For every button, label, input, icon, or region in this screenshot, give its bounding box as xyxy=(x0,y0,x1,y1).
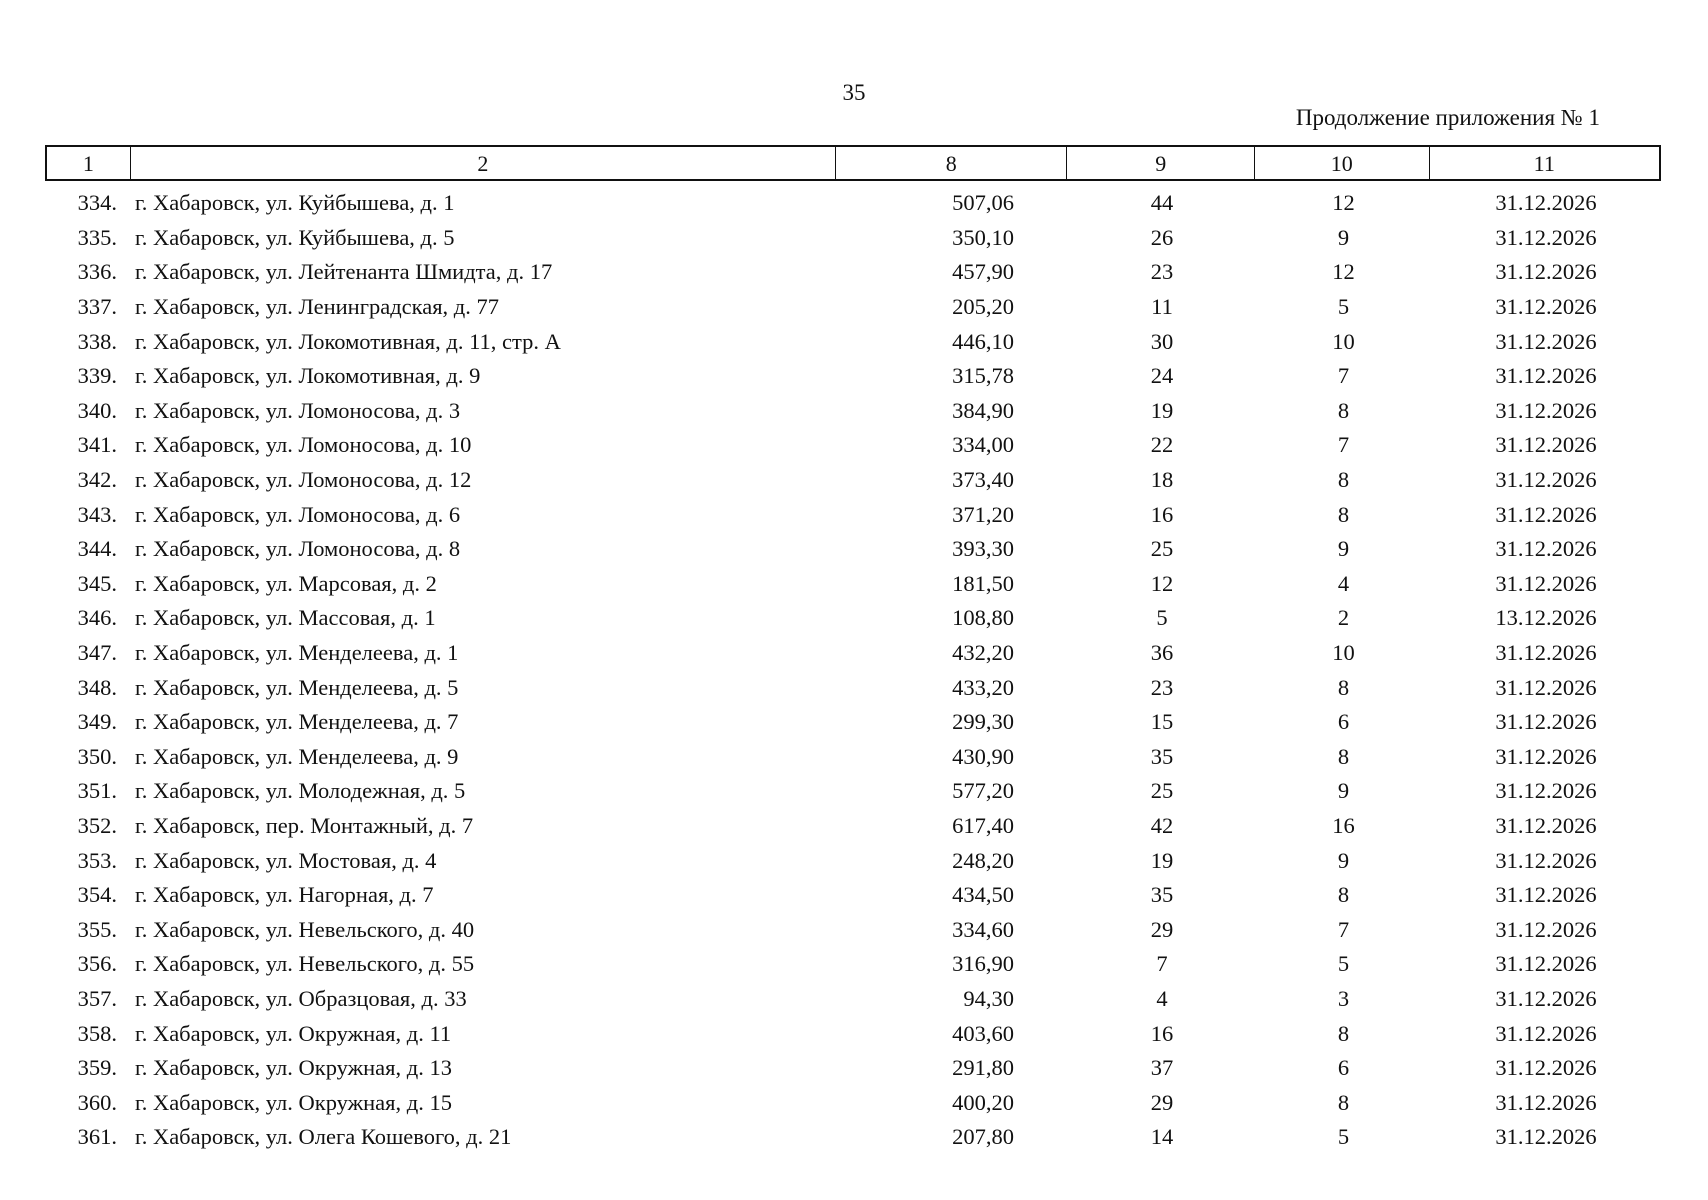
row-col-8: 299,30 xyxy=(952,709,1014,735)
row-number: 349. xyxy=(77,709,117,735)
table-row xyxy=(45,636,1661,671)
row-col-11: 31.12.2026 xyxy=(1495,224,1597,250)
row-col-10: 2 xyxy=(1337,605,1350,631)
row-address: г. Хабаровск, ул. Окружная, д. 15 xyxy=(135,1089,452,1115)
row-col-10: 8 xyxy=(1337,1089,1350,1115)
row-col-9: 25 xyxy=(1150,778,1174,804)
row-col-9: 35 xyxy=(1150,882,1174,908)
row-col-11: 31.12.2026 xyxy=(1495,363,1597,389)
row-col-10: 5 xyxy=(1337,294,1350,320)
row-col-9: 7 xyxy=(1156,951,1168,977)
row-col-11: 31.12.2026 xyxy=(1495,951,1597,977)
row-col-9: 30 xyxy=(1150,328,1174,354)
row-col-9: 37 xyxy=(1150,1055,1174,1081)
row-col-8: 371,20 xyxy=(952,501,1014,527)
row-col-10: 8 xyxy=(1337,1020,1350,1046)
row-col-11: 31.12.2026 xyxy=(1495,640,1597,666)
row-col-8: 205,20 xyxy=(952,294,1014,320)
row-address: г. Хабаровск, ул. Ломоносова, д. 12 xyxy=(135,467,472,493)
continuation-label: Продолжение приложения № 1 xyxy=(1295,105,1600,130)
table-row xyxy=(45,705,1661,740)
row-col-8: 617,40 xyxy=(952,812,1014,838)
row-col-8: 316,90 xyxy=(952,951,1014,977)
table-row xyxy=(45,878,1661,913)
row-col-10: 16 xyxy=(1332,812,1355,838)
row-col-10: 10 xyxy=(1332,328,1355,354)
table-row xyxy=(45,221,1661,256)
row-number: 340. xyxy=(77,397,117,423)
row-col-8: 94,30 xyxy=(963,985,1014,1011)
table-row xyxy=(45,670,1661,705)
row-address: г. Хабаровск, ул. Ломоносова, д. 8 xyxy=(135,536,461,562)
row-col-8: 432,20 xyxy=(952,640,1014,666)
row-address: г. Хабаровск, ул. Невельского, д. 55 xyxy=(135,951,475,977)
table-row xyxy=(45,428,1661,463)
row-col-8: 393,30 xyxy=(952,536,1014,562)
row-col-8: 457,90 xyxy=(952,259,1014,285)
row-col-11: 31.12.2026 xyxy=(1495,847,1597,873)
row-col-9: 22 xyxy=(1150,432,1174,458)
row-number: 343. xyxy=(77,501,117,527)
row-col-9: 25 xyxy=(1150,536,1174,562)
row-address: г. Хабаровск, ул. Олега Кошевого, д. 21 xyxy=(135,1124,512,1150)
row-col-8: 207,80 xyxy=(952,1124,1014,1150)
row-col-8: 248,20 xyxy=(952,847,1014,873)
row-col-10: 8 xyxy=(1337,743,1350,769)
row-col-8: 291,80 xyxy=(952,1055,1014,1081)
row-number: 361. xyxy=(77,1124,117,1150)
row-col-10: 8 xyxy=(1337,882,1350,908)
table-row xyxy=(45,601,1661,636)
row-col-8: 108,80 xyxy=(952,605,1014,631)
table-row xyxy=(45,532,1661,567)
table-row xyxy=(45,1120,1661,1155)
row-number: 359. xyxy=(77,1055,117,1081)
row-col-9: 26 xyxy=(1150,224,1174,250)
row-col-8: 434,50 xyxy=(952,882,1014,908)
row-address: г. Хабаровск, ул. Образцовая, д. 33 xyxy=(135,985,467,1011)
row-address: г. Хабаровск, ул. Менделеева, д. 1 xyxy=(135,640,459,666)
table-row xyxy=(45,809,1661,844)
page-number xyxy=(0,80,1708,106)
row-col-8: 384,90 xyxy=(952,397,1014,423)
row-col-10: 9 xyxy=(1337,778,1350,804)
row-address: г. Хабаровск, ул. Мостовая, д. 4 xyxy=(135,847,437,873)
row-number: 345. xyxy=(77,570,117,596)
row-col-8: 315,78 xyxy=(952,363,1014,389)
row-col-11: 31.12.2026 xyxy=(1495,190,1597,216)
row-col-11: 31.12.2026 xyxy=(1495,1055,1597,1081)
page-number-text: 35 xyxy=(842,80,866,105)
table-row xyxy=(45,1016,1661,1051)
row-address: г. Хабаровск, ул. Менделеева, д. 9 xyxy=(135,743,459,769)
row-number: 352. xyxy=(77,812,117,838)
row-col-10: 5 xyxy=(1337,1124,1350,1150)
row-number: 354. xyxy=(77,882,117,908)
row-address: г. Хабаровск, пер. Монтажный, д. 7 xyxy=(135,812,474,838)
row-col-8: 446,10 xyxy=(952,328,1014,354)
row-col-11: 31.12.2026 xyxy=(1495,743,1597,769)
column-header-10: 10 xyxy=(1255,147,1430,179)
row-address: г. Хабаровск, ул. Ломоносова, д. 6 xyxy=(135,501,461,527)
row-col-9: 24 xyxy=(1150,363,1174,389)
row-number: 339. xyxy=(77,363,117,389)
row-col-8: 181,50 xyxy=(952,570,1014,596)
row-col-10: 5 xyxy=(1337,951,1350,977)
row-address: г. Хабаровск, ул. Ломоносова, д. 3 xyxy=(135,397,461,423)
row-col-11: 31.12.2026 xyxy=(1495,778,1597,804)
row-col-9: 14 xyxy=(1150,1124,1174,1150)
row-col-11: 31.12.2026 xyxy=(1495,1020,1597,1046)
row-col-10: 8 xyxy=(1337,467,1350,493)
row-number: 341. xyxy=(77,432,117,458)
table-row xyxy=(45,740,1661,775)
row-col-10: 8 xyxy=(1337,397,1350,423)
row-number: 335. xyxy=(77,224,117,250)
row-number: 334. xyxy=(77,190,117,216)
row-col-8: 350,10 xyxy=(952,224,1014,250)
row-number: 348. xyxy=(77,674,117,700)
row-number: 342. xyxy=(77,467,117,493)
row-col-10: 8 xyxy=(1337,674,1350,700)
row-address: г. Хабаровск, ул. Ломоносова, д. 10 xyxy=(135,432,472,458)
row-col-8: 334,00 xyxy=(952,432,1014,458)
row-col-10: 6 xyxy=(1337,1055,1350,1081)
table-row xyxy=(45,982,1661,1017)
row-col-11: 31.12.2026 xyxy=(1495,397,1597,423)
row-col-10: 3 xyxy=(1337,985,1350,1011)
row-col-11: 31.12.2026 xyxy=(1495,1124,1597,1150)
row-address: г. Хабаровск, ул. Локомотивная, д. 11, стр. А xyxy=(135,328,561,354)
row-col-10: 7 xyxy=(1337,363,1350,389)
row-address: г. Хабаровск, ул. Окружная, д. 11 xyxy=(135,1020,452,1046)
row-col-11: 31.12.2026 xyxy=(1495,985,1597,1011)
row-col-9: 29 xyxy=(1150,916,1174,942)
row-col-10: 4 xyxy=(1337,570,1350,596)
row-col-11: 31.12.2026 xyxy=(1495,674,1597,700)
column-header-11: 11 xyxy=(1533,151,1555,176)
row-col-11: 31.12.2026 xyxy=(1495,570,1597,596)
row-col-9: 11 xyxy=(1151,294,1173,320)
row-col-11: 31.12.2026 xyxy=(1495,916,1597,942)
row-address: г. Хабаровск, ул. Молодежная, д. 5 xyxy=(135,778,466,804)
row-col-8: 433,20 xyxy=(952,674,1014,700)
row-col-9: 18 xyxy=(1150,467,1174,493)
row-address: г. Хабаровск, ул. Невельского, д. 40 xyxy=(135,916,475,942)
row-col-10: 9 xyxy=(1337,847,1350,873)
row-address: г. Хабаровск, ул. Локомотивная, д. 9 xyxy=(135,363,481,389)
row-number: 357. xyxy=(77,985,117,1011)
row-col-8: 507,06 xyxy=(952,190,1014,216)
row-col-10: 7 xyxy=(1337,432,1350,458)
row-number: 353. xyxy=(77,847,117,873)
row-number: 337. xyxy=(77,294,117,320)
row-col-11: 31.12.2026 xyxy=(1495,812,1597,838)
row-col-11: 31.12.2026 xyxy=(1495,467,1597,493)
table-header xyxy=(45,145,1661,181)
table-row xyxy=(45,255,1661,290)
column-header-2: 2 xyxy=(131,147,836,179)
row-col-11: 31.12.2026 xyxy=(1495,432,1597,458)
table-row xyxy=(45,912,1661,947)
table-row xyxy=(45,186,1661,221)
row-col-10: 8 xyxy=(1337,501,1350,527)
row-address: г. Хабаровск, ул. Менделеева, д. 5 xyxy=(135,674,459,700)
row-col-9: 15 xyxy=(1150,709,1174,735)
column-header-1: 1 xyxy=(47,147,131,179)
row-col-9: 19 xyxy=(1150,847,1174,873)
row-col-10: 9 xyxy=(1337,536,1350,562)
table-row xyxy=(45,463,1661,498)
row-col-9: 44 xyxy=(1150,190,1174,216)
row-number: 346. xyxy=(77,605,117,631)
table-row xyxy=(45,774,1661,809)
row-col-11: 31.12.2026 xyxy=(1495,328,1597,354)
row-address: г. Хабаровск, ул. Менделеева, д. 7 xyxy=(135,709,459,735)
row-col-8: 334,60 xyxy=(952,916,1014,942)
row-col-9: 19 xyxy=(1150,397,1174,423)
row-col-11: 31.12.2026 xyxy=(1495,294,1597,320)
row-col-10: 12 xyxy=(1332,259,1355,285)
row-address: г. Хабаровск, ул. Ленинградская, д. 77 xyxy=(135,294,499,320)
row-col-11: 31.12.2026 xyxy=(1495,536,1597,562)
row-number: 358. xyxy=(77,1020,117,1046)
row-number: 351. xyxy=(77,778,117,804)
table-row xyxy=(45,324,1661,359)
row-col-11: 31.12.2026 xyxy=(1495,259,1597,285)
column-header-9: 9 xyxy=(1067,147,1255,179)
row-number: 344. xyxy=(77,536,117,562)
row-number: 355. xyxy=(77,916,117,942)
row-number: 347. xyxy=(77,640,117,666)
row-col-8: 400,20 xyxy=(952,1089,1014,1115)
row-col-11: 31.12.2026 xyxy=(1495,1089,1597,1115)
row-number: 338. xyxy=(77,328,117,354)
row-col-11: 13.12.2026 xyxy=(1495,605,1597,631)
table-row xyxy=(45,359,1661,394)
row-col-10: 10 xyxy=(1332,640,1355,666)
row-col-8: 577,20 xyxy=(952,778,1014,804)
row-number: 356. xyxy=(77,951,117,977)
row-address: г. Хабаровск, ул. Куйбышева, д. 1 xyxy=(135,190,455,216)
row-col-11: 31.12.2026 xyxy=(1495,882,1597,908)
row-col-9: 12 xyxy=(1150,570,1174,596)
row-col-11: 31.12.2026 xyxy=(1495,501,1597,527)
row-number: 350. xyxy=(77,743,117,769)
table-body xyxy=(45,186,1661,1155)
table-row xyxy=(45,497,1661,532)
column-header-8: 8 xyxy=(836,147,1067,179)
row-col-9: 23 xyxy=(1150,259,1174,285)
row-col-9: 29 xyxy=(1150,1089,1174,1115)
row-col-8: 430,90 xyxy=(952,743,1014,769)
row-col-10: 9 xyxy=(1337,224,1350,250)
row-col-10: 7 xyxy=(1337,916,1350,942)
row-address: г. Хабаровск, ул. Нагорная, д. 7 xyxy=(135,882,434,908)
row-col-11: 31.12.2026 xyxy=(1495,709,1597,735)
row-col-9: 36 xyxy=(1150,640,1174,666)
row-col-9: 5 xyxy=(1156,605,1168,631)
row-address: г. Хабаровск, ул. Лейтенанта Шмидта, д. 17 xyxy=(135,259,553,285)
row-address: г. Хабаровск, ул. Куйбышева, д. 5 xyxy=(135,224,455,250)
row-number: 336. xyxy=(77,259,117,285)
row-address: г. Хабаровск, ул. Окружная, д. 13 xyxy=(135,1055,452,1081)
table-row xyxy=(45,290,1661,325)
row-col-8: 373,40 xyxy=(952,467,1014,493)
table-row xyxy=(45,1051,1661,1086)
table-row xyxy=(45,394,1661,429)
row-col-10: 6 xyxy=(1337,709,1350,735)
row-col-9: 4 xyxy=(1156,985,1168,1011)
table-row xyxy=(45,947,1661,982)
row-col-8: 403,60 xyxy=(952,1020,1014,1046)
table-row xyxy=(45,843,1661,878)
table-row xyxy=(45,567,1661,602)
row-number: 360. xyxy=(77,1089,117,1115)
row-col-9: 16 xyxy=(1150,501,1174,527)
table-row xyxy=(45,1085,1661,1120)
row-col-9: 16 xyxy=(1150,1020,1174,1046)
row-col-10: 12 xyxy=(1332,190,1355,216)
row-col-9: 23 xyxy=(1150,674,1174,700)
row-col-9: 42 xyxy=(1150,812,1174,838)
row-address: г. Хабаровск, ул. Массовая, д. 1 xyxy=(135,605,436,631)
row-col-9: 35 xyxy=(1150,743,1174,769)
row-address: г. Хабаровск, ул. Марсовая, д. 2 xyxy=(135,570,437,596)
